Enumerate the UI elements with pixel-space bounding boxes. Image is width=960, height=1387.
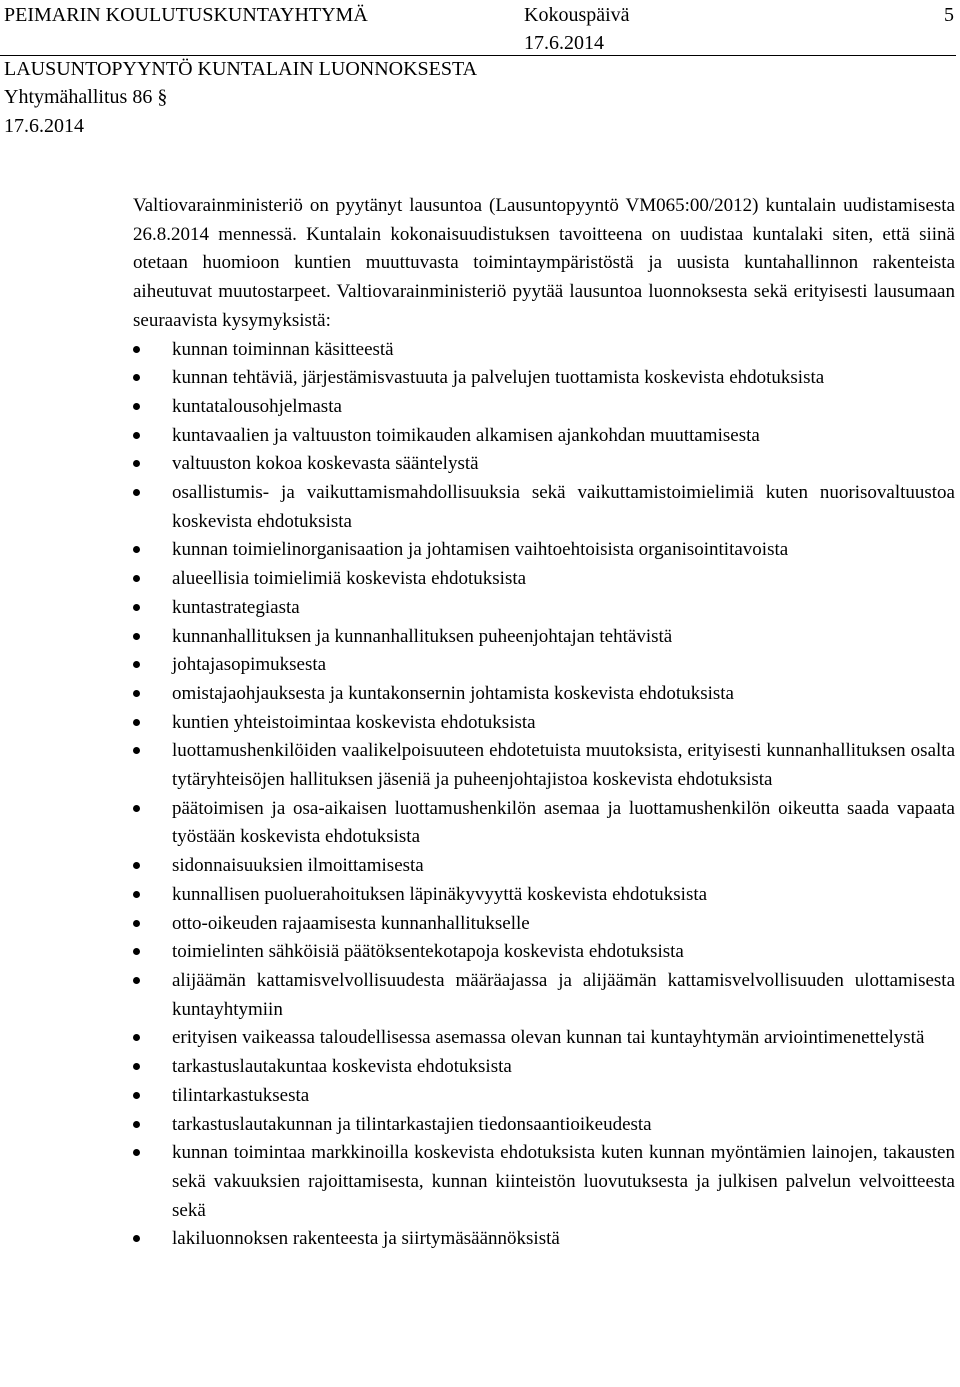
bullet-icon	[133, 805, 140, 812]
bullet-icon	[133, 1034, 140, 1041]
header-rule	[0, 55, 956, 56]
topic-item	[133, 1111, 955, 1140]
topic-item	[133, 1139, 955, 1225]
topic-text: tilintarkastuksesta	[172, 1084, 310, 1106]
bullet-icon	[133, 1149, 140, 1156]
bullet-icon	[133, 374, 140, 381]
topic-text: johtajasopimuksesta	[172, 654, 327, 676]
topic-item	[133, 1082, 955, 1111]
bullet-icon	[133, 661, 140, 668]
topic-text: päätoimisen ja osa-aikaisen luottamushenkilön asemaa ja luottamushenkilön oikeutta saada vapaata työstään koskevista ehdotuksista	[172, 797, 955, 848]
bullet-icon	[133, 1121, 140, 1128]
topic-text: alijäämän kattamisvelvollisuudesta määräajassa ja alijäämän kattamisvelvollisuuden ulottamisesta kuntayhtymiin	[172, 969, 955, 1020]
bullet-icon	[133, 346, 140, 353]
bullet-icon	[133, 460, 140, 467]
topic-item	[133, 1053, 955, 1082]
topic-item	[133, 651, 955, 680]
topic-text: valtuuston kokoa koskevasta sääntelystä	[172, 453, 479, 475]
bullet-icon	[133, 403, 140, 410]
topic-item	[133, 881, 955, 910]
topic-item	[133, 623, 955, 652]
topic-text: kunnan toimintaa markkinoilla koskevista ehdotuksista kuten kunnan myöntämien lainojen, takausten sekä vakuuksien rajoittamisesta, kunnan kiinteistön luovutuksesta ja julkisen palvelun velvoitteesta sekä	[172, 1142, 955, 1221]
topic-text: otto-oikeuden rajaamisesta kunnanhallitukselle	[172, 912, 530, 934]
bullet-icon	[133, 489, 140, 496]
meeting-date: 17.6.2014	[524, 32, 604, 54]
topic-item	[133, 393, 955, 422]
topic-text: sidonnaisuuksien ilmoittamisesta	[172, 855, 424, 877]
document-date: 17.6.2014	[4, 115, 84, 137]
topic-item	[133, 737, 955, 794]
topic-text: kuntastrategiasta	[172, 596, 300, 618]
document-body	[133, 192, 955, 1254]
bullet-icon	[133, 633, 140, 640]
topic-text: tarkastuslautakuntaa koskevista ehdotuksista	[172, 1056, 512, 1078]
topic-list	[133, 336, 955, 1255]
topic-item	[133, 680, 955, 709]
topic-text: kuntatalousohjelmasta	[172, 395, 342, 417]
bullet-icon	[133, 719, 140, 726]
bullet-icon	[133, 432, 140, 439]
bullet-icon	[133, 1092, 140, 1099]
bullet-icon	[133, 546, 140, 553]
topic-item	[133, 910, 955, 939]
topic-item	[133, 536, 955, 565]
organization-name: PEIMARIN KOULUTUSKUNTAYHTYMÄ	[4, 4, 368, 26]
topic-item	[133, 1024, 955, 1053]
bullet-icon	[133, 1063, 140, 1070]
topic-text: osallistumis- ja vaikuttamismahdollisuuksia sekä vaikuttamistoimielimiä kuten nuorisovaltuustoa koskevista ehdotuksista	[172, 482, 955, 532]
topic-text: alueellisia toimielimiä koskevista ehdotuksista	[172, 568, 527, 590]
bullet-icon	[133, 690, 140, 697]
bullet-icon	[133, 891, 140, 898]
topic-item	[133, 967, 955, 1024]
topic-text: kunnan toiminnan käsitteestä	[172, 338, 394, 360]
topic-item	[133, 709, 955, 738]
topic-text: omistajaohjauksesta ja kuntakonsernin johtamista koskevista ehdotuksista	[172, 682, 734, 704]
topic-item	[133, 594, 955, 623]
topic-text: kunnallisen puoluerahoituksen läpinäkyvyyttä koskevista ehdotuksista	[172, 883, 708, 905]
topic-item	[133, 336, 955, 365]
page-number: 5	[944, 4, 954, 26]
topic-item	[133, 938, 955, 967]
topic-text: kuntavaalien ja valtuuston toimikauden alkamisen ajankohdan muuttamisesta	[172, 424, 760, 446]
topic-text: erityisen vaikeassa taloudellisessa asemassa olevan kunnan tai kuntayhtymän arviointimenettelystä	[172, 1027, 925, 1049]
topic-text: kuntien yhteistoimintaa koskevista ehdotuksista	[172, 711, 536, 733]
bullet-icon	[133, 747, 140, 754]
topic-item	[133, 364, 955, 393]
bullet-icon	[133, 1235, 140, 1242]
section-reference: Yhtymähallitus 86 §	[4, 86, 168, 108]
topic-item	[133, 422, 955, 451]
document-title: LAUSUNTOPYYNTÖ KUNTALAIN LUONNOKSESTA	[4, 58, 478, 80]
topic-text: luottamushenkilöiden vaalikelpoisuuteen ehdotetuista muutoksista, erityisesti kunnanhallituksen osalta tytäryhteisöjen hallituksen jäseniä ja puheenjohtajistoa koskevista ehdotuksista	[172, 740, 955, 791]
topic-text: tarkastuslautakunnan ja tilintarkastajien tiedonsaantioikeudesta	[172, 1113, 652, 1135]
topic-item	[133, 795, 955, 852]
topic-text: lakiluonnoksen rakenteesta ja siirtymäsäännöksistä	[172, 1228, 560, 1250]
topic-item	[133, 1225, 955, 1254]
bullet-icon	[133, 862, 140, 869]
topic-text: kunnanhallituksen ja kunnanhallituksen puheenjohtajan tehtävistä	[172, 625, 673, 647]
topic-text: kunnan tehtäviä, järjestämisvastuuta ja palvelujen tuottamista koskevista ehdotuksista	[172, 367, 825, 389]
intro-paragraph: Valtiovarainministeriö on pyytänyt lausuntoa (Lausuntopyyntö VM065:00/2012) kuntalain uudistamisesta 26.8.2014 mennessä. Kuntalain kokonaisuudistuksen tavoitteena on uudistaa kuntalaki siten, että siinä otetaan huomioon kuntien muuttuvasta toimintaympäristöstä ja uusista kuntahallinnon rakenteista aiheutuvat muutostarpeet. Valtiovarainministeriö pyytää lausuntoa luonnoksesta sekä erityisesti lausumaan seuraavista kysymyksistä:	[133, 195, 955, 331]
bullet-icon	[133, 977, 140, 984]
topic-text: toimielinten sähköisiä päätöksentekotapoja koskevista ehdotuksista	[172, 941, 684, 963]
topic-item	[133, 852, 955, 881]
bullet-icon	[133, 575, 140, 582]
topic-text: kunnan toimielinorganisaation ja johtamisen vaihtoehtoisista organisointitavoista	[172, 539, 789, 561]
meeting-date-label: Kokouspäivä	[524, 4, 630, 26]
bullet-icon	[133, 604, 140, 611]
topic-item	[133, 450, 955, 479]
bullet-icon	[133, 948, 140, 955]
topic-item	[133, 479, 955, 536]
topic-item	[133, 565, 955, 594]
bullet-icon	[133, 920, 140, 927]
